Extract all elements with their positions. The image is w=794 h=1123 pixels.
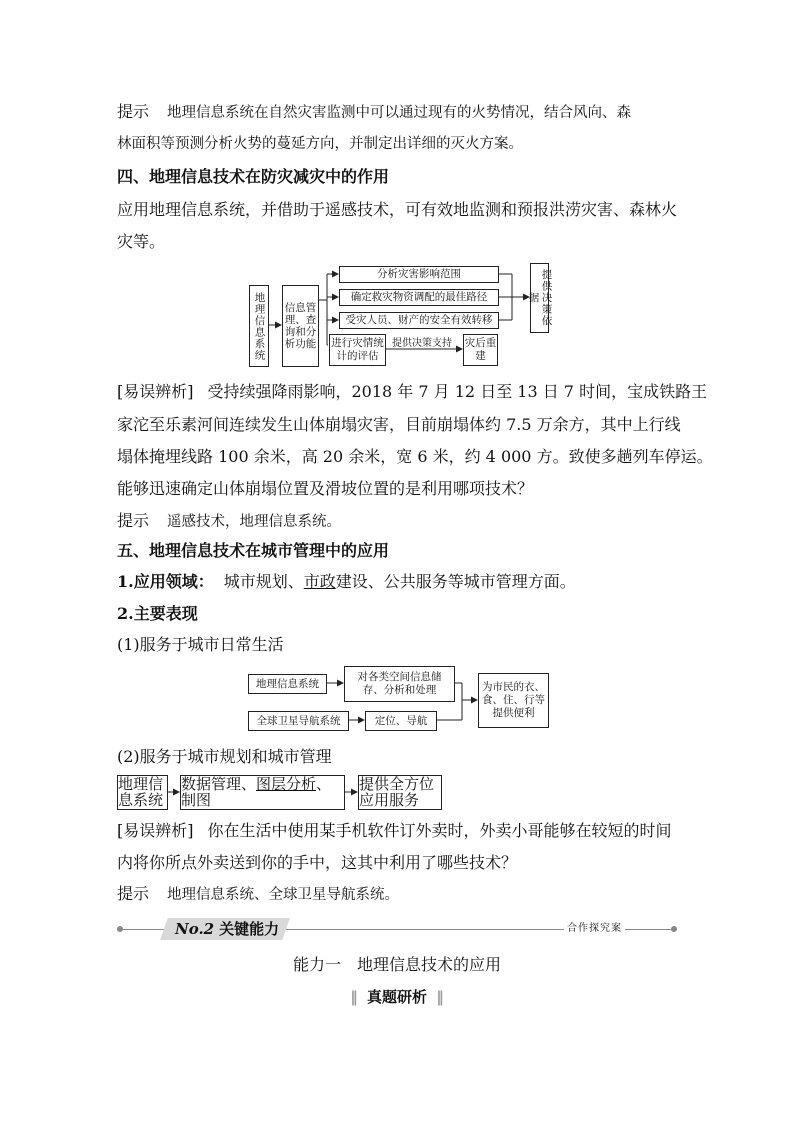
banner-text: 关键能力 [219, 920, 280, 938]
hint-label: 提示 [117, 884, 150, 903]
subtitle-text: 真题研析 [366, 988, 427, 1006]
safe-transfer-box: 受灾人员、财产的安全有效转移 [339, 312, 499, 329]
banner-title [175, 918, 279, 940]
fields-text-b: 市政 [303, 572, 336, 591]
daily-life-heading: (1)服务于城市日常生活 [117, 635, 284, 654]
error-label: [易误辨析] [117, 821, 194, 840]
decision-basis-box: 提供决策依据 [530, 263, 549, 333]
fields-text-a: 城市规划、 [223, 572, 304, 591]
fields-label: 1.应用领域： [117, 572, 214, 591]
rebuild-box: 灾后重建 [463, 334, 498, 366]
error-1-line-2: 家沱至乐素河间连续发生山体崩塌灾害，目前崩塌体约 7.5 万余方，其中上行线 [117, 415, 681, 434]
gis-box: 地理信息系统 [117, 775, 168, 810]
gis-box: 地理信息系统 [248, 674, 327, 694]
section-4-heading: 四、地理信息技术在防灾减灾中的作用 [117, 167, 390, 186]
data-text-c: 、 [316, 775, 332, 793]
section-5-heading: 五、地理信息技术在城市管理中的应用 [117, 541, 390, 560]
banner-dot-left [117, 926, 123, 932]
impact-range-box: 分析灾害影响范围 [339, 266, 499, 283]
error-2-line-1 [117, 814, 672, 847]
navigation-box: 定位、导航 [365, 711, 437, 731]
ability-title: 能力一 地理信息技术的应用 [292, 955, 501, 974]
storage-box: 对各类空间信息储存、分析和处理 [344, 666, 455, 702]
service-box: 提供全方位应用服务 [358, 775, 442, 810]
main-performance-heading: 2.主要表现 [117, 604, 198, 623]
error-2-line-2: 内将你所点外卖送到你的手中，这其中利用了哪些技术？ [117, 853, 518, 872]
hint-text: 地理信息系统、全球卫星导航系统。 [167, 887, 400, 903]
data-management-box [180, 775, 345, 810]
error-1-line-4: 能够迅速确定山体崩塌位置及滑坡位置的是利用哪项技术？ [117, 479, 534, 498]
error-text: 你在生活中使用某手机软件订外卖时，外卖小哥能够在较短的时间 [207, 821, 672, 840]
error-label: [易误辨析] [117, 382, 194, 401]
subtitle-bar-right: ‖ [436, 988, 444, 1006]
decision-support-label: 提供决策支持 [392, 338, 452, 349]
hint-label: 提示 [117, 511, 150, 530]
ability-subtitle [0, 984, 794, 1010]
banner-dot-right [671, 926, 677, 932]
section-4-text-2: 灾等。 [117, 232, 166, 251]
hint-text: 遥感技术，地理信息系统。 [167, 514, 342, 530]
planning-heading: (2)服务于城市规划和城市管理 [117, 747, 332, 766]
error-2-hint [117, 877, 399, 912]
hint-text: 地理信息系统在自然灾害监测中可以通过现有的火势情况，结合风向、森 [167, 105, 632, 121]
subtitle-bar-left: ‖ [350, 988, 358, 1006]
fields-text-c: 建设、公共服务等城市管理方面。 [335, 572, 576, 591]
convenience-box: 为市民的衣、食、住、行等提供便利 [478, 673, 549, 728]
data-text-d: 制图 [181, 791, 212, 809]
hint-label: 提示 [117, 102, 150, 121]
data-text-b: 图层分析 [256, 775, 317, 793]
section-4-text-1: 应用地理信息系统，并借助于遥感技术，可有效地监测和预报洪涝灾害、森林火 [117, 200, 678, 219]
banner-right-label: 合作探究案 [564, 920, 625, 938]
assessment-box: 进行灾情统计的评估 [329, 334, 386, 366]
data-text-a: 数据管理、 [181, 775, 257, 793]
banner-number: No.2 [175, 920, 215, 938]
error-1-line-3: 塌体掩埋线路 100 余米，高 20 余米，宽 6 米，约 4 000 方。致使多趟列车停运。 [117, 447, 713, 466]
gis-box: 地理信息系统 [249, 285, 269, 367]
error-text: 受持续强降雨影响，2018 年 7 月 12 日至 13 日 7 时间，宝成铁路王 [207, 382, 708, 401]
gnss-box: 全球卫星导航系统 [248, 711, 349, 731]
hint-text-2: 林面积等预测分析火势的蔓延方向，并制定出详细的灭火方案。 [117, 136, 523, 152]
best-path-box: 确定救灾物资调配的最佳路径 [339, 289, 499, 306]
function-box: 信息管理、查询和分析功能 [282, 285, 319, 367]
